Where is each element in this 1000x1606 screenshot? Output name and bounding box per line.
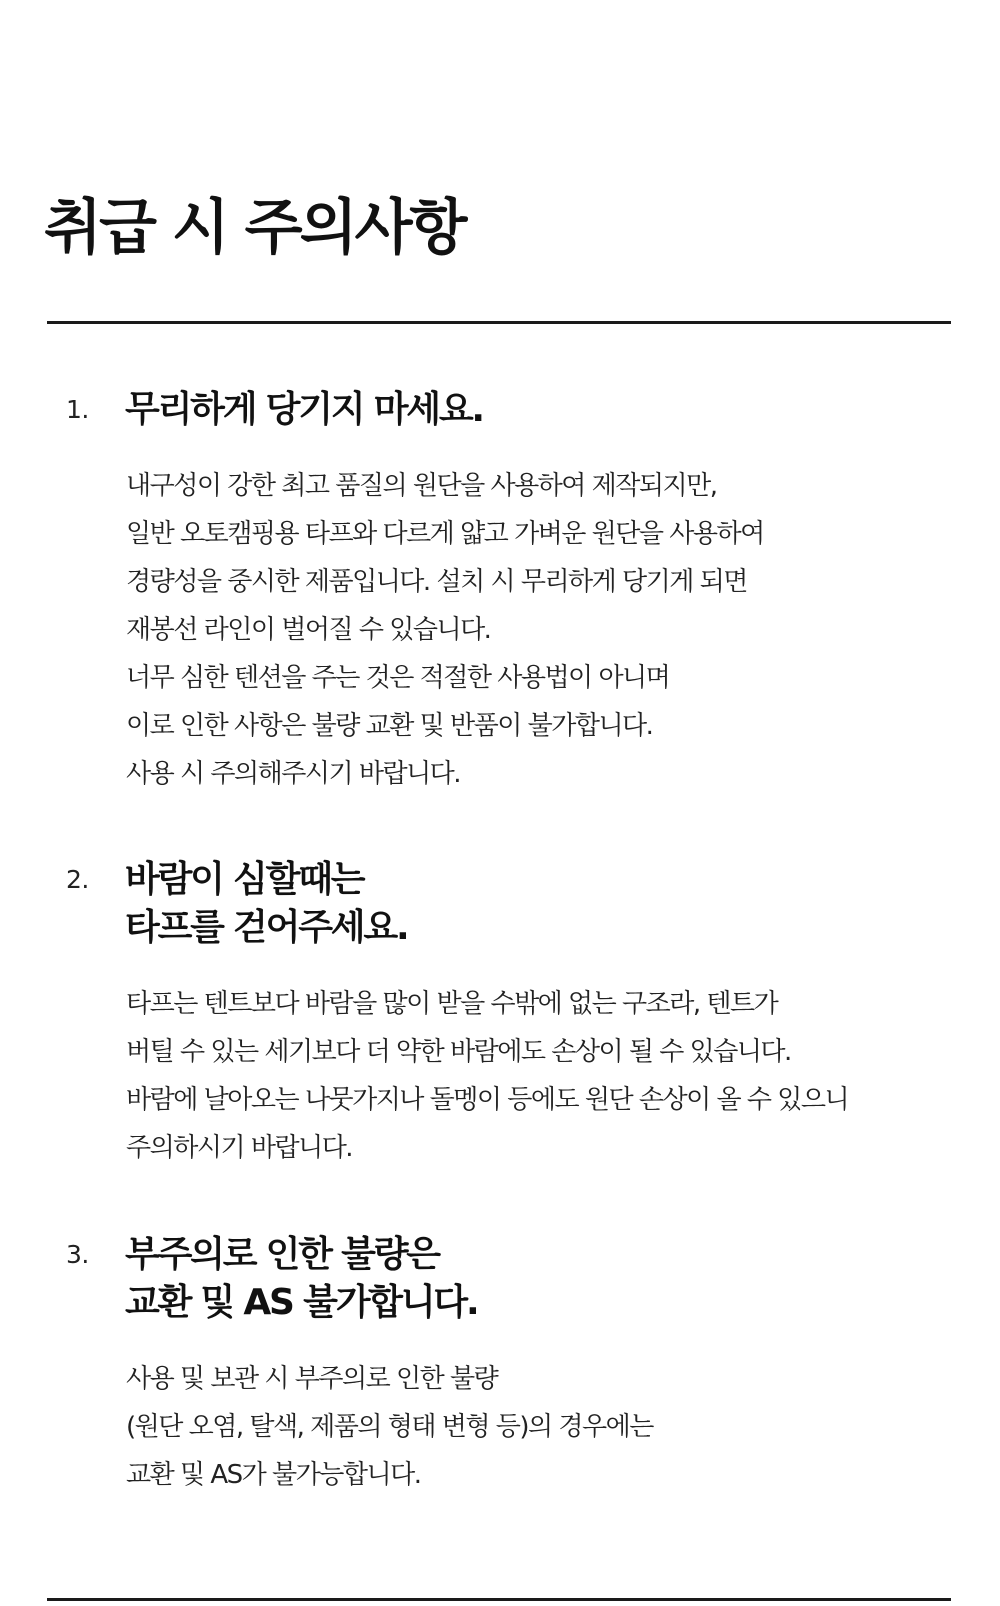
- section-number: 3.: [66, 1240, 89, 1269]
- body-line: (원단 오염, 탈색, 제품의 형태 변형 등)의 경우에는: [126, 1412, 653, 1442]
- section-body: [126, 980, 848, 1172]
- heading-line: 무리하게 당기지 마세요.: [125, 389, 483, 430]
- heading-line: 타프를 걷어주세요.: [125, 907, 408, 948]
- page-title: 취급 시 주의사항: [44, 193, 465, 263]
- body-line: 너무 심한 텐션을 주는 것은 적절한 사용법이 아니며: [126, 663, 670, 693]
- section-number: 1.: [66, 395, 89, 424]
- body-line: 사용 시 주의해주시기 바랍니다.: [126, 759, 461, 789]
- body-line: 주의하시기 바랍니다.: [126, 1133, 353, 1163]
- section-body: [126, 462, 764, 798]
- body-line: 일반 오토캠핑용 타프와 다르게 얇고 가벼운 원단을 사용하여: [126, 519, 764, 549]
- body-line: 내구성이 강한 최고 품질의 원단을 사용하여 제작되지만,: [126, 471, 717, 501]
- section-heading: [125, 856, 407, 952]
- body-line: 이로 인한 사항은 불량 교환 및 반품이 불가합니다.: [126, 711, 653, 741]
- heading-line: 교환 및 AS 불가합니다.: [125, 1282, 478, 1323]
- body-line: 사용 및 보관 시 부주의로 인한 불량: [126, 1364, 498, 1394]
- body-line: 타프는 텐트보다 바람을 많이 받을 수밖에 없는 구조라, 텐트가: [126, 989, 778, 1019]
- section-body: [126, 1355, 653, 1499]
- section-number: 2.: [66, 865, 89, 894]
- body-line: 재봉선 라인이 벌어질 수 있습니다.: [126, 615, 491, 645]
- section-heading: [125, 386, 483, 434]
- bottom-divider: [47, 1598, 951, 1601]
- heading-line: 바람이 심할때는: [125, 859, 364, 900]
- top-divider: [47, 321, 951, 324]
- body-line: 교환 및 AS가 불가능합니다.: [126, 1460, 421, 1490]
- body-line: 경량성을 중시한 제품입니다. 설치 시 무리하게 당기게 되면: [126, 567, 747, 597]
- heading-line: 부주의로 인한 불량은: [125, 1234, 439, 1275]
- body-line: 바람에 날아오는 나뭇가지나 돌멩이 등에도 원단 손상이 올 수 있으니: [126, 1085, 849, 1115]
- body-line: 버틸 수 있는 세기보다 더 약한 바람에도 손상이 될 수 있습니다.: [126, 1037, 791, 1067]
- section-heading: [125, 1231, 477, 1327]
